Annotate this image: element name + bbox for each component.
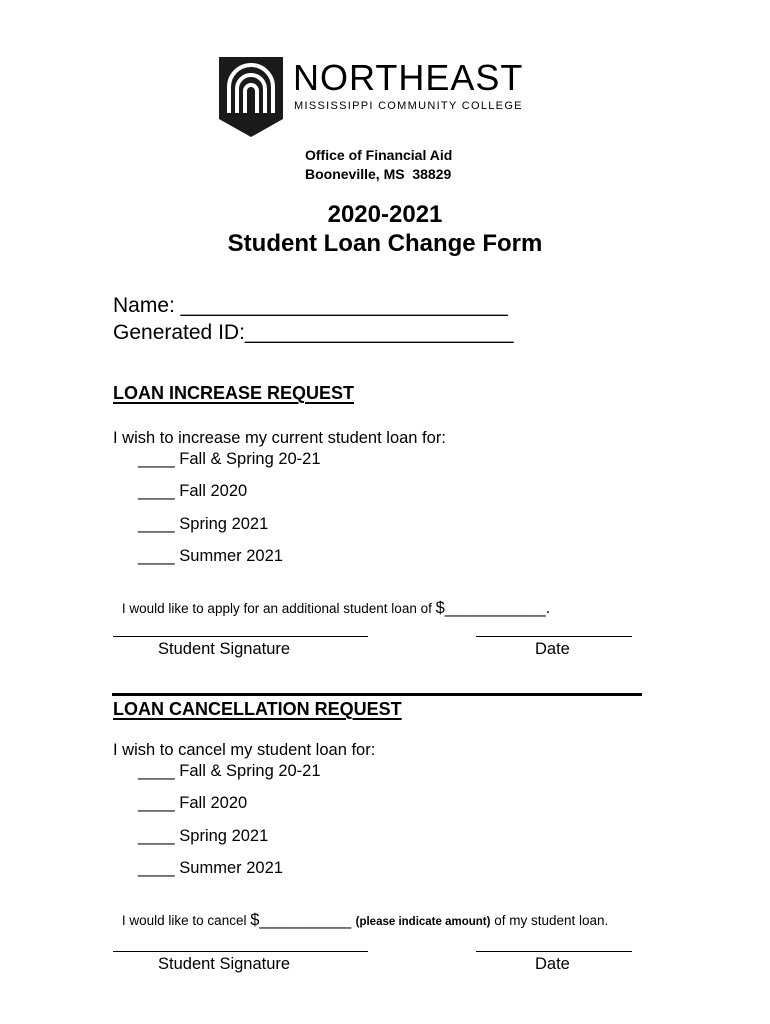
cancel-date-label: Date [535,955,570,973]
office-name: Office of Financial Aid [305,147,453,163]
college-subtitle: MISSISSIPPI COMMUNITY COLLEGE [294,100,523,112]
increase-date-line[interactable] [476,636,632,637]
cancel-amount-field[interactable]: $__________ [250,911,352,929]
cancel-amount-prefix: I would like to cancel [121,913,251,928]
increase-date-label: Date [535,640,570,658]
section-divider [112,693,642,696]
increase-amount-line [113,580,550,618]
increase-option-fall-spring[interactable]: ____ Fall & Spring 20-21 [138,450,321,468]
increase-option-spring[interactable]: ____ Spring 2021 [138,515,269,533]
increase-signature-line[interactable] [113,636,368,637]
cancel-amount-note: (please indicate amount) [355,916,491,928]
form-title: Student Loan Change Form [227,230,543,257]
loan-increase-heading: LOAN INCREASE REQUEST [113,383,355,403]
increase-signature-label: Student Signature [158,640,291,658]
cancel-amount-line [113,892,608,930]
form-year: 2020-2021 [327,201,443,228]
increase-intro: I wish to increase my current student loan for: [113,429,446,447]
cancellation-intro: I wish to cancel my student loan for: [113,741,376,759]
cancel-option-fall[interactable]: ____ Fall 2020 [138,794,248,812]
cancel-option-fall-spring[interactable]: ____ Fall & Spring 20-21 [138,762,321,780]
loan-cancellation-heading: LOAN CANCELLATION REQUEST [113,699,402,719]
name-field[interactable]: Name: ____________________________ [113,294,508,317]
cancel-date-line[interactable] [476,951,632,952]
cancel-signature-label: Student Signature [158,955,291,973]
college-name: NORTHEAST [293,57,524,98]
cancel-option-spring[interactable]: ____ Spring 2021 [138,827,269,845]
increase-option-summer[interactable]: ____ Summer 2021 [138,547,283,565]
increase-amount-field[interactable]: $___________. [435,599,551,617]
increase-amount-prefix: I would like to apply for an additional student loan of [121,601,436,616]
cancel-signature-line[interactable] [113,951,368,952]
office-location: Booneville, MS 38829 [305,166,452,182]
college-logo-shield [219,57,283,137]
increase-option-fall[interactable]: ____ Fall 2020 [138,482,248,500]
cancel-amount-suffix: of my student loan. [490,913,609,928]
cancel-option-summer[interactable]: ____ Summer 2021 [138,859,283,877]
generated-id-field[interactable]: Generated ID:_______________________ [113,321,514,344]
